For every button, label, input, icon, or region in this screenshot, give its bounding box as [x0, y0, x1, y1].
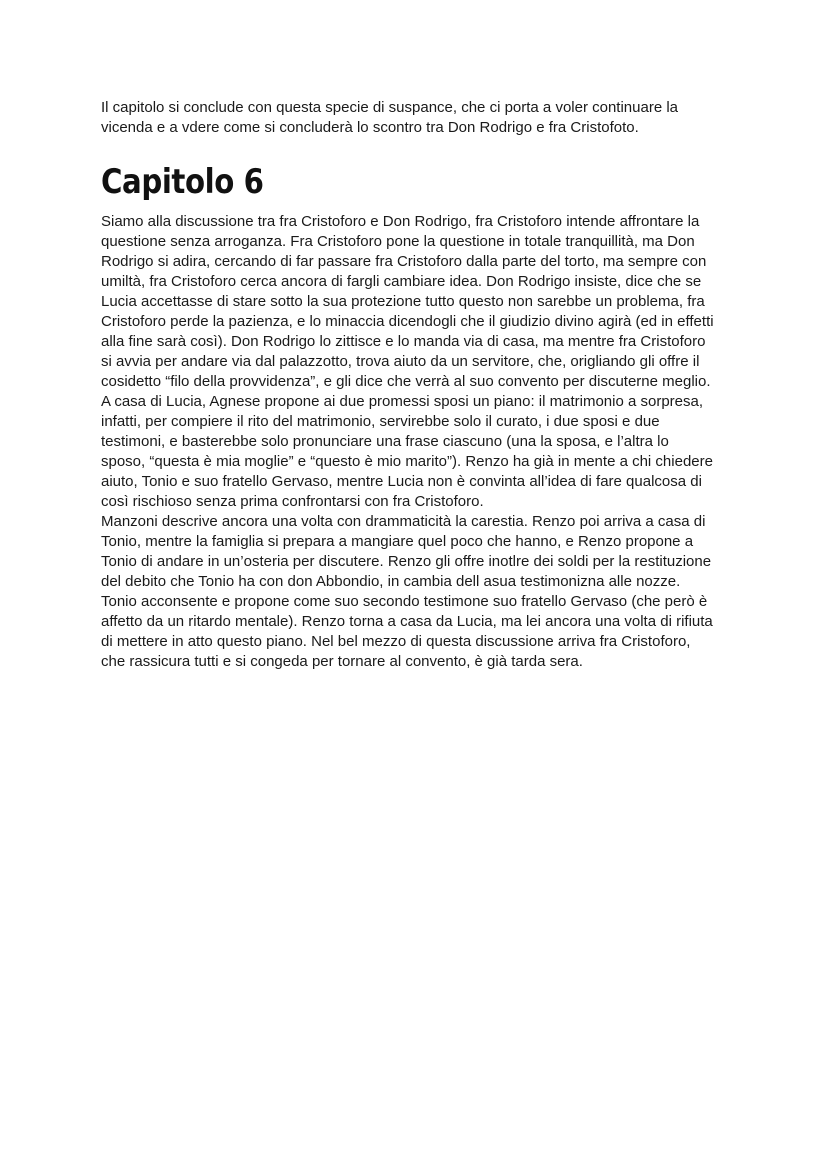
document-page	[101, 98, 731, 672]
body-paragraph: Siamo alla discussione tra fra Cristoforo e Don Rodrigo, fra Cristoforo intende affrontare la questione senza arroganza. Fra Cristoforo pone la questione in totale tranquillità, ma Don Rodrigo si adira, cercando di far passare fra Cristoforo dalla parte del torto, ma sempre con umiltà, fra Cristoforo cerca ancora di fargli cambiare idea. Don Rodrigo insiste, dice che se Lucia accettasse di stare sotto la sua protezione tutto questo non sarebbe un problema, fra Cristoforo perde la pazienza, e lo minaccia dicendogli che il giudizio divino agirà (ed in effetti alla fine sarà così). Don Rodrigo lo zittisce e lo manda via di casa, ma mentre fra Cristoforo si avvia per andare via dal palazzotto, trova aiuto da un servitore, che, origliando gli offre il cosidetto “filo della provvidenza”, e gli dice che verrà al suo convento per discuterne meglio. A casa di Lucia, Agnese propone ai due promessi sposi un piano: il matrimonio a sorpresa, infatti, per compiere il rito del matrimonio, servirebbe solo il curato, i due sposi e due testimoni, e basterebbe solo pronunciare una frase ciascuno (una la sposa, e l’altra lo sposo, “questa è mia moglie” e “questo è mio marito”). Renzo ha già in mente a chi chiedere aiuto, Tonio e suo fratello Gervaso, mentre Lucia non è convinta all’idea di fare qualcosa di così rischioso senza prima confrontarsi con fra Cristoforo.	[101, 213, 714, 510]
chapter-title: Capitolo 6	[101, 162, 264, 202]
intro-paragraph: Il capitolo si conclude con questa specie di suspance, che ci porta a voler continuare la vicenda e a vdere come si concluderà lo scontro tra Don Rodrigo e fra Cristofoto.	[101, 99, 679, 136]
body-paragraph: Manzoni descrive ancora una volta con drammaticità la carestia. Renzo poi arriva a casa di Tonio, mentre la famiglia si prepara a mangiare quel poco che hanno, e Renzo propone a Tonio di andare in un’osteria per discutere. Renzo gli offre inotlre dei soldi per la restituzione del debito che Tonio ha con don Abbondio, in cambia dell asua testimonizna alle nozze. Tonio acconsente e propone come suo secondo testimone suo fratello Gervaso (che però è affetto da un ritardo mentale). Renzo torna a casa da Lucia, ma lei ancora una volta di rifiuta di mettere in atto questo piano. Nel bel mezzo di questa discussione arriva fra Cristoforo, che rassicura tutti e si congeda per tornare al convento, è già tarda sera.	[101, 513, 713, 670]
